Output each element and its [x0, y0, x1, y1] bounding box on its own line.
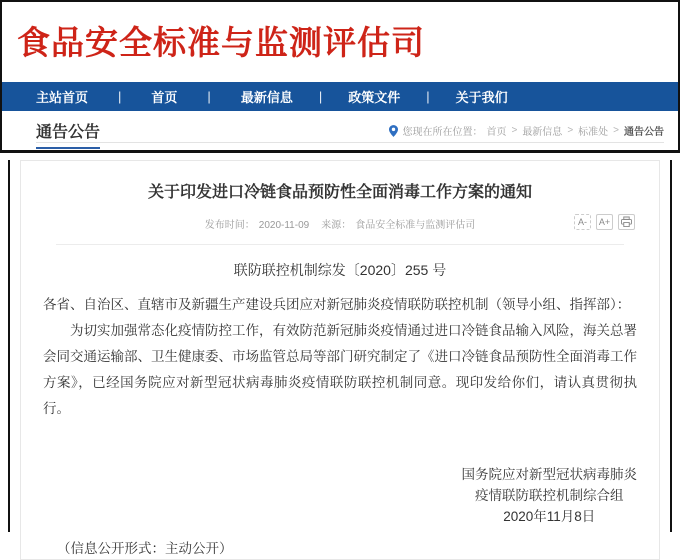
nav-item-policy-documents[interactable]: 政策文件 — [348, 90, 401, 105]
article-tools — [574, 214, 635, 230]
signature-line-2: 疫情联防联控机制综合组 — [475, 488, 624, 503]
breadcrumb — [389, 123, 664, 138]
breadcrumb-separator: > — [567, 125, 574, 136]
nav-item-home[interactable]: 首页 — [151, 90, 178, 105]
site-header — [2, 2, 678, 82]
signature-date: 2020年11月8日 — [503, 509, 596, 524]
breadcrumb-row — [2, 111, 678, 151]
source-label: 来源： — [321, 220, 352, 231]
signature-block — [43, 464, 637, 527]
breadcrumb-separator: > — [613, 125, 619, 136]
paragraph-main: 为切实加强常态化疫情防控工作，有效防范新冠肺炎疫情通过进口冷链食品输入风险，海关总署会同交通运输部、卫生健康委、市场监管总局等部门研究制定了《进口冷链食品预防性全面消毒工作方案》，已经国务院应对新型冠状病毒肺炎疫情联防联控机制同意。现印发给你们，请认真贯彻执行。 — [43, 323, 637, 416]
breadcrumb-label: 您现在所在位置： — [402, 127, 483, 138]
nav-separator: | — [118, 89, 122, 104]
article-body — [43, 292, 637, 422]
article-meta-row — [43, 216, 637, 234]
article-meta — [43, 216, 637, 231]
nav-separator: | — [207, 89, 211, 104]
location-pin-icon — [389, 125, 398, 137]
article-card — [20, 160, 660, 560]
nav-item-latest-news[interactable]: 最新信息 — [240, 90, 293, 105]
printer-icon — [621, 217, 632, 227]
breadcrumb-item-latest-news[interactable]: 最新信息 — [522, 127, 563, 138]
main-nav — [2, 82, 678, 111]
document-number: 联防联控机制综发〔2020〕255 号 — [233, 262, 447, 278]
breadcrumb-item-home[interactable]: 首页 — [486, 127, 507, 138]
site-title: 食品安全标准与监测评估司 — [17, 23, 425, 61]
breadcrumb-separator: > — [511, 125, 518, 136]
article-title: 关于印发进口冷链食品预防性全面消毒工作方案的通知 — [147, 184, 532, 201]
print-button[interactable] — [618, 214, 635, 230]
publish-time-label: 发布时间： — [204, 220, 255, 231]
font-larger-button[interactable]: A+ — [596, 214, 613, 230]
disclosure-note: （信息公开形式：主动公开） — [57, 541, 233, 556]
nav-separator: | — [426, 89, 430, 104]
meta-divider — [56, 244, 624, 245]
section-title: 通告公告 — [36, 119, 100, 149]
signature-line-1: 国务院应对新型冠状病毒肺炎 — [461, 467, 637, 482]
publish-time-value: 2020-11-09 — [258, 220, 310, 231]
nav-item-about-us[interactable]: 关于我们 — [455, 90, 508, 105]
font-smaller-button[interactable]: A- — [574, 214, 591, 230]
breadcrumb-rule — [36, 142, 664, 143]
nav-item-main-home[interactable]: 主站首页 — [36, 90, 89, 105]
source-value: 食品安全标准与监测评估司 — [355, 220, 476, 231]
breadcrumb-item-standards-division[interactable]: 标准处 — [578, 127, 609, 138]
paragraph-salutation: 各省、自治区、直辖市及新疆生产建设兵团应对新冠肺炎疫情联防联控机制（领导小组、指挥部）： — [43, 297, 631, 312]
top-frame — [0, 0, 680, 153]
nav-separator: | — [318, 89, 323, 104]
breadcrumb-item-current: 通告公告 — [624, 127, 664, 138]
content-frame — [8, 160, 672, 556]
